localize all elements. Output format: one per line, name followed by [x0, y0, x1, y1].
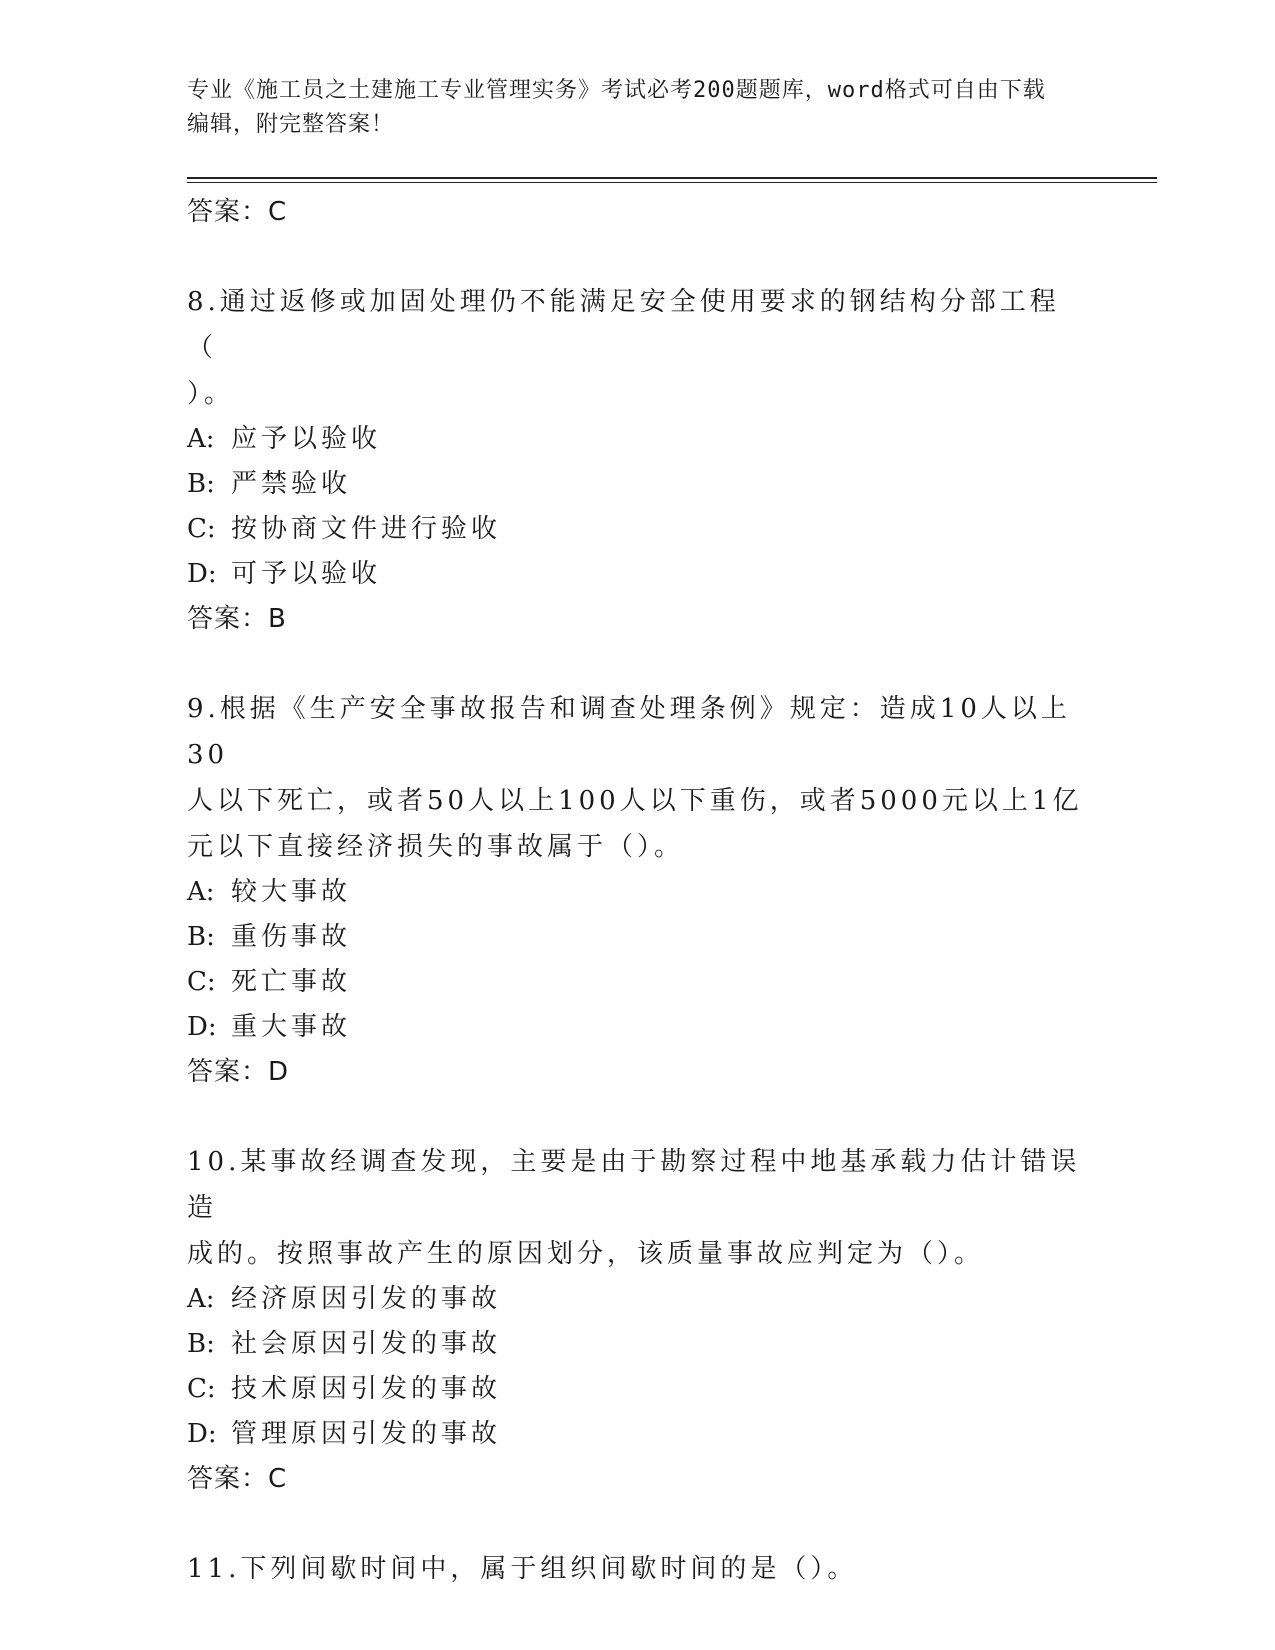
option-key: A:	[187, 424, 215, 454]
header-divider	[187, 177, 1157, 183]
question-stem-line: 10.某事故经调查发现，主要是由于勘察过程中地基承载力估计错误造	[187, 1147, 1081, 1223]
question-stem-line: 11.下列间歇时间中，属于组织间歇时间的是（）。	[187, 1554, 858, 1584]
question-10	[187, 1139, 1087, 1501]
option-key: D:	[187, 1012, 217, 1042]
option-a	[187, 417, 1087, 462]
answer-line: 答案：D	[187, 1057, 290, 1087]
question-stem-line: 9.根据《生产安全事故报告和调查处理条例》规定：造成10人以上30	[187, 694, 1071, 770]
option-key: A:	[187, 1284, 215, 1314]
option-text: 经济原因引发的事故	[231, 1284, 502, 1314]
option-key: C:	[187, 1374, 216, 1404]
option-text: 可予以验收	[231, 559, 382, 589]
option-text: 重大事故	[231, 1012, 352, 1042]
question-8	[187, 279, 1087, 641]
option-text: 社会原因引发的事故	[231, 1329, 502, 1359]
answer-line: 答案：C	[187, 1464, 288, 1494]
option-text: 管理原因引发的事故	[231, 1419, 502, 1449]
option-text: 严禁验收	[231, 469, 352, 499]
previous-answer: 答案：C	[187, 197, 288, 227]
option-key: A:	[187, 877, 215, 907]
document-header: 专业《施工员之土建施工专业管理实务》考试必考200题题库，word格式可自由下载编辑，附完整答案！	[187, 78, 1046, 137]
option-text: 重伤事故	[231, 922, 352, 952]
question-stem-line: 人以下死亡，或者50人以上100人以下重伤，或者5000元以上1亿	[187, 786, 1083, 816]
option-text: 技术原因引发的事故	[231, 1374, 502, 1404]
option-text: 死亡事故	[231, 967, 352, 997]
question-9	[187, 686, 1087, 1094]
option-b	[187, 1322, 1087, 1367]
option-a	[187, 1277, 1087, 1322]
option-key: D:	[187, 1419, 217, 1449]
option-key: B:	[187, 1329, 215, 1359]
option-b	[187, 915, 1087, 960]
option-key: C:	[187, 514, 216, 544]
option-key: C:	[187, 967, 216, 997]
option-key: B:	[187, 469, 215, 499]
option-key: D:	[187, 559, 217, 589]
question-list	[187, 190, 1087, 1592]
option-c	[187, 1367, 1087, 1412]
option-a	[187, 870, 1087, 915]
question-stem-line: 成的。按照事故产生的原因划分，该质量事故应判定为（）。	[187, 1239, 985, 1269]
option-text: 应予以验收	[231, 424, 382, 454]
answer-line: 答案：B	[187, 604, 287, 634]
question-stem-line: 8.通过返修或加固处理仍不能满足安全使用要求的钢结构分部工程（	[187, 287, 1060, 363]
option-b	[187, 462, 1087, 507]
question-stem-line: 元以下直接经济损失的事故属于（）。	[187, 832, 685, 862]
option-d	[187, 1005, 1087, 1050]
option-d	[187, 552, 1087, 597]
questions-container	[187, 279, 1087, 1592]
option-text: 较大事故	[231, 877, 352, 907]
option-c	[187, 507, 1087, 552]
question-stem-line: ）。	[187, 379, 235, 409]
option-text: 按协商文件进行验收	[231, 514, 502, 544]
option-d	[187, 1412, 1087, 1457]
question-11	[187, 1546, 1087, 1592]
document-page	[187, 0, 1157, 1650]
option-c	[187, 960, 1087, 1005]
option-key: B:	[187, 922, 215, 952]
